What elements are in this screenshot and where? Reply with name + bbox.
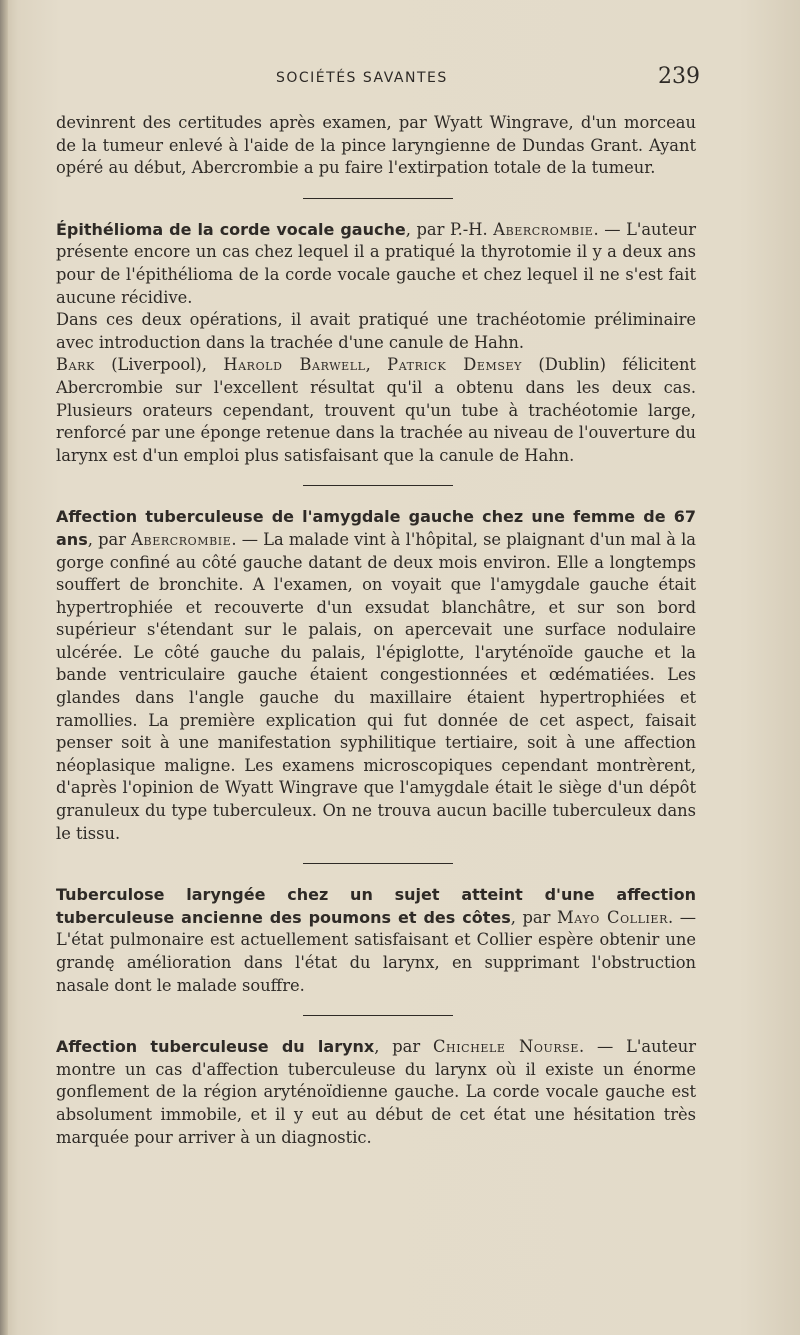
section-heading: Épithélioma de la corde vocale gauche <box>56 219 406 239</box>
section-divider <box>303 863 453 864</box>
paragraph-text: , <box>365 355 388 375</box>
section-epithelioma-paragraph-3 <box>56 354 696 467</box>
author-name: Mayo Collier <box>556 907 668 927</box>
paragraph-text: (Dublin) félicitent Abercrombie sur l'excellent résultat qu'il a obtenu dans les deux cas. Plusieurs orateurs cependant, trouvent qu'un tube à trachéotomie large, renforcé par une éponge retenue dans la trachée au niveau de l'ouverture du larynx est d'un emploi plus satisfaisant que la canule de Hahn. <box>56 355 696 465</box>
paragraph-text: . — L'auteur présente encore un cas chez lequel il a pratiqué la thyrotomie il y a deux ans pour de l'épithélioma de la corde vocale gauche et chez lequel il ne s'est fait aucune récidive. <box>56 219 696 307</box>
page-body <box>56 112 696 1149</box>
paragraph-text: Dans ces deux opérations, il avait pratiqué une trachéotomie préliminaire avec introduction dans la trachée d'une canule de Hahn. <box>56 310 696 352</box>
paragraph-text: . — L'état pulmonaire est actuellement satisfaisant et Collier espère obtenir une grandę amélioration dans l'état du larynx, en supprimant l'obstruction nasale dont le malade souffre. <box>56 907 696 995</box>
paragraph-text: . — L'auteur montre un cas d'affection tuberculeuse du larynx où il existe un énorme gonflement de la région aryténoïdienne gauche. La corde vocale gauche est absolument immobile, et il y eut au début de cet état une hésitation très marquée pour arriver à un diagnostic. <box>56 1037 697 1147</box>
byline-prefix: , par <box>374 1037 433 1057</box>
byline-prefix: , par P.-H. <box>405 219 494 239</box>
discussant-name: Patrick Demsey <box>387 355 523 375</box>
continuation-paragraph <box>56 112 696 180</box>
running-title: SOCIÉTÉS SAVANTES <box>276 70 448 86</box>
paragraph-text: . — La malade vint à l'hôpital, se plaignant d'un mal à la gorge confiné au côté gauche datant de deux mois environ. Elle a longtemps souffert de bronchite. A l'examen, on voyait que l'amygdale gauche était hypertrophiée et recouverte d'un exsudat blanchâtre, et sur son bord supérieur s'étendant sur le palais, on apercevait une surface nodulaire ulcérée. Le côté gauche du palais, l'épiglotte, l'aryténoïde gauche et la bande ventriculaire gauche étaient congestionnées et œdématiées. Les glandes dans l'angle gauche du maxillaire étaient hypertrophiées et ramollies. La première explication qui fut donnée de cet aspect, faisait penser soit à une manifestation syphilitique tertiaire, soit à une affection néoplasique maligne. Les examens microscopiques cependant montrèrent, d'après l'opinion de Wyatt Wingrave que l'amygdale était le siège d'un dépôt granuleux du type tuberculeux. On ne trouva aucun bacille tuberculeux dans le tissu. <box>56 529 696 843</box>
section-divider <box>303 198 453 199</box>
section-amygdale-paragraph <box>56 506 696 845</box>
discussant-name: Bark <box>56 355 95 375</box>
section-divider <box>303 485 453 486</box>
paragraph-text: (Liverpool), <box>94 355 224 375</box>
page-edge-shadow <box>0 0 8 1335</box>
section-epithelioma-paragraph-1 <box>56 219 696 309</box>
author-name: Abercrombie <box>493 219 594 239</box>
section-amygdale <box>56 506 696 845</box>
byline-prefix: , par <box>510 907 557 927</box>
section-heading: Affection tuberculeuse du larynx <box>56 1037 375 1057</box>
author-name: Chichele Nourse <box>432 1037 579 1057</box>
section-affection-larynx-paragraph <box>56 1036 696 1149</box>
section-divider <box>303 1015 453 1016</box>
discussant-name: Harold Barwell <box>223 355 366 375</box>
section-tuberculose-laryngee-paragraph <box>56 884 696 997</box>
page-number: 239 <box>658 64 700 89</box>
section-epithelioma-paragraph-2 <box>56 309 696 354</box>
section-epithelioma <box>56 219 696 468</box>
section-heading: Tuberculose laryngée chez un sujet atteint d'une affection tuberculeuse ancienne des poumons et des côtes <box>56 885 696 927</box>
running-header <box>56 60 700 94</box>
continuation-text: devinrent des certitudes après examen, par Wyatt Wingrave, d'un morceau de la tumeur enlevé à l'aide de la pince laryngienne de Dundas Grant. Ayant opéré au début, Abercrombie a pu faire l'extirpation totale de la tumeur. <box>56 113 696 178</box>
section-heading: Affection tuberculeuse de l'amygdale gauche chez une femme de 67 ans <box>56 507 696 549</box>
section-tuberculose-laryngee <box>56 884 696 997</box>
section-affection-larynx <box>56 1036 696 1149</box>
byline-prefix: , par <box>87 529 132 549</box>
author-name: Abercrombie <box>131 529 232 549</box>
